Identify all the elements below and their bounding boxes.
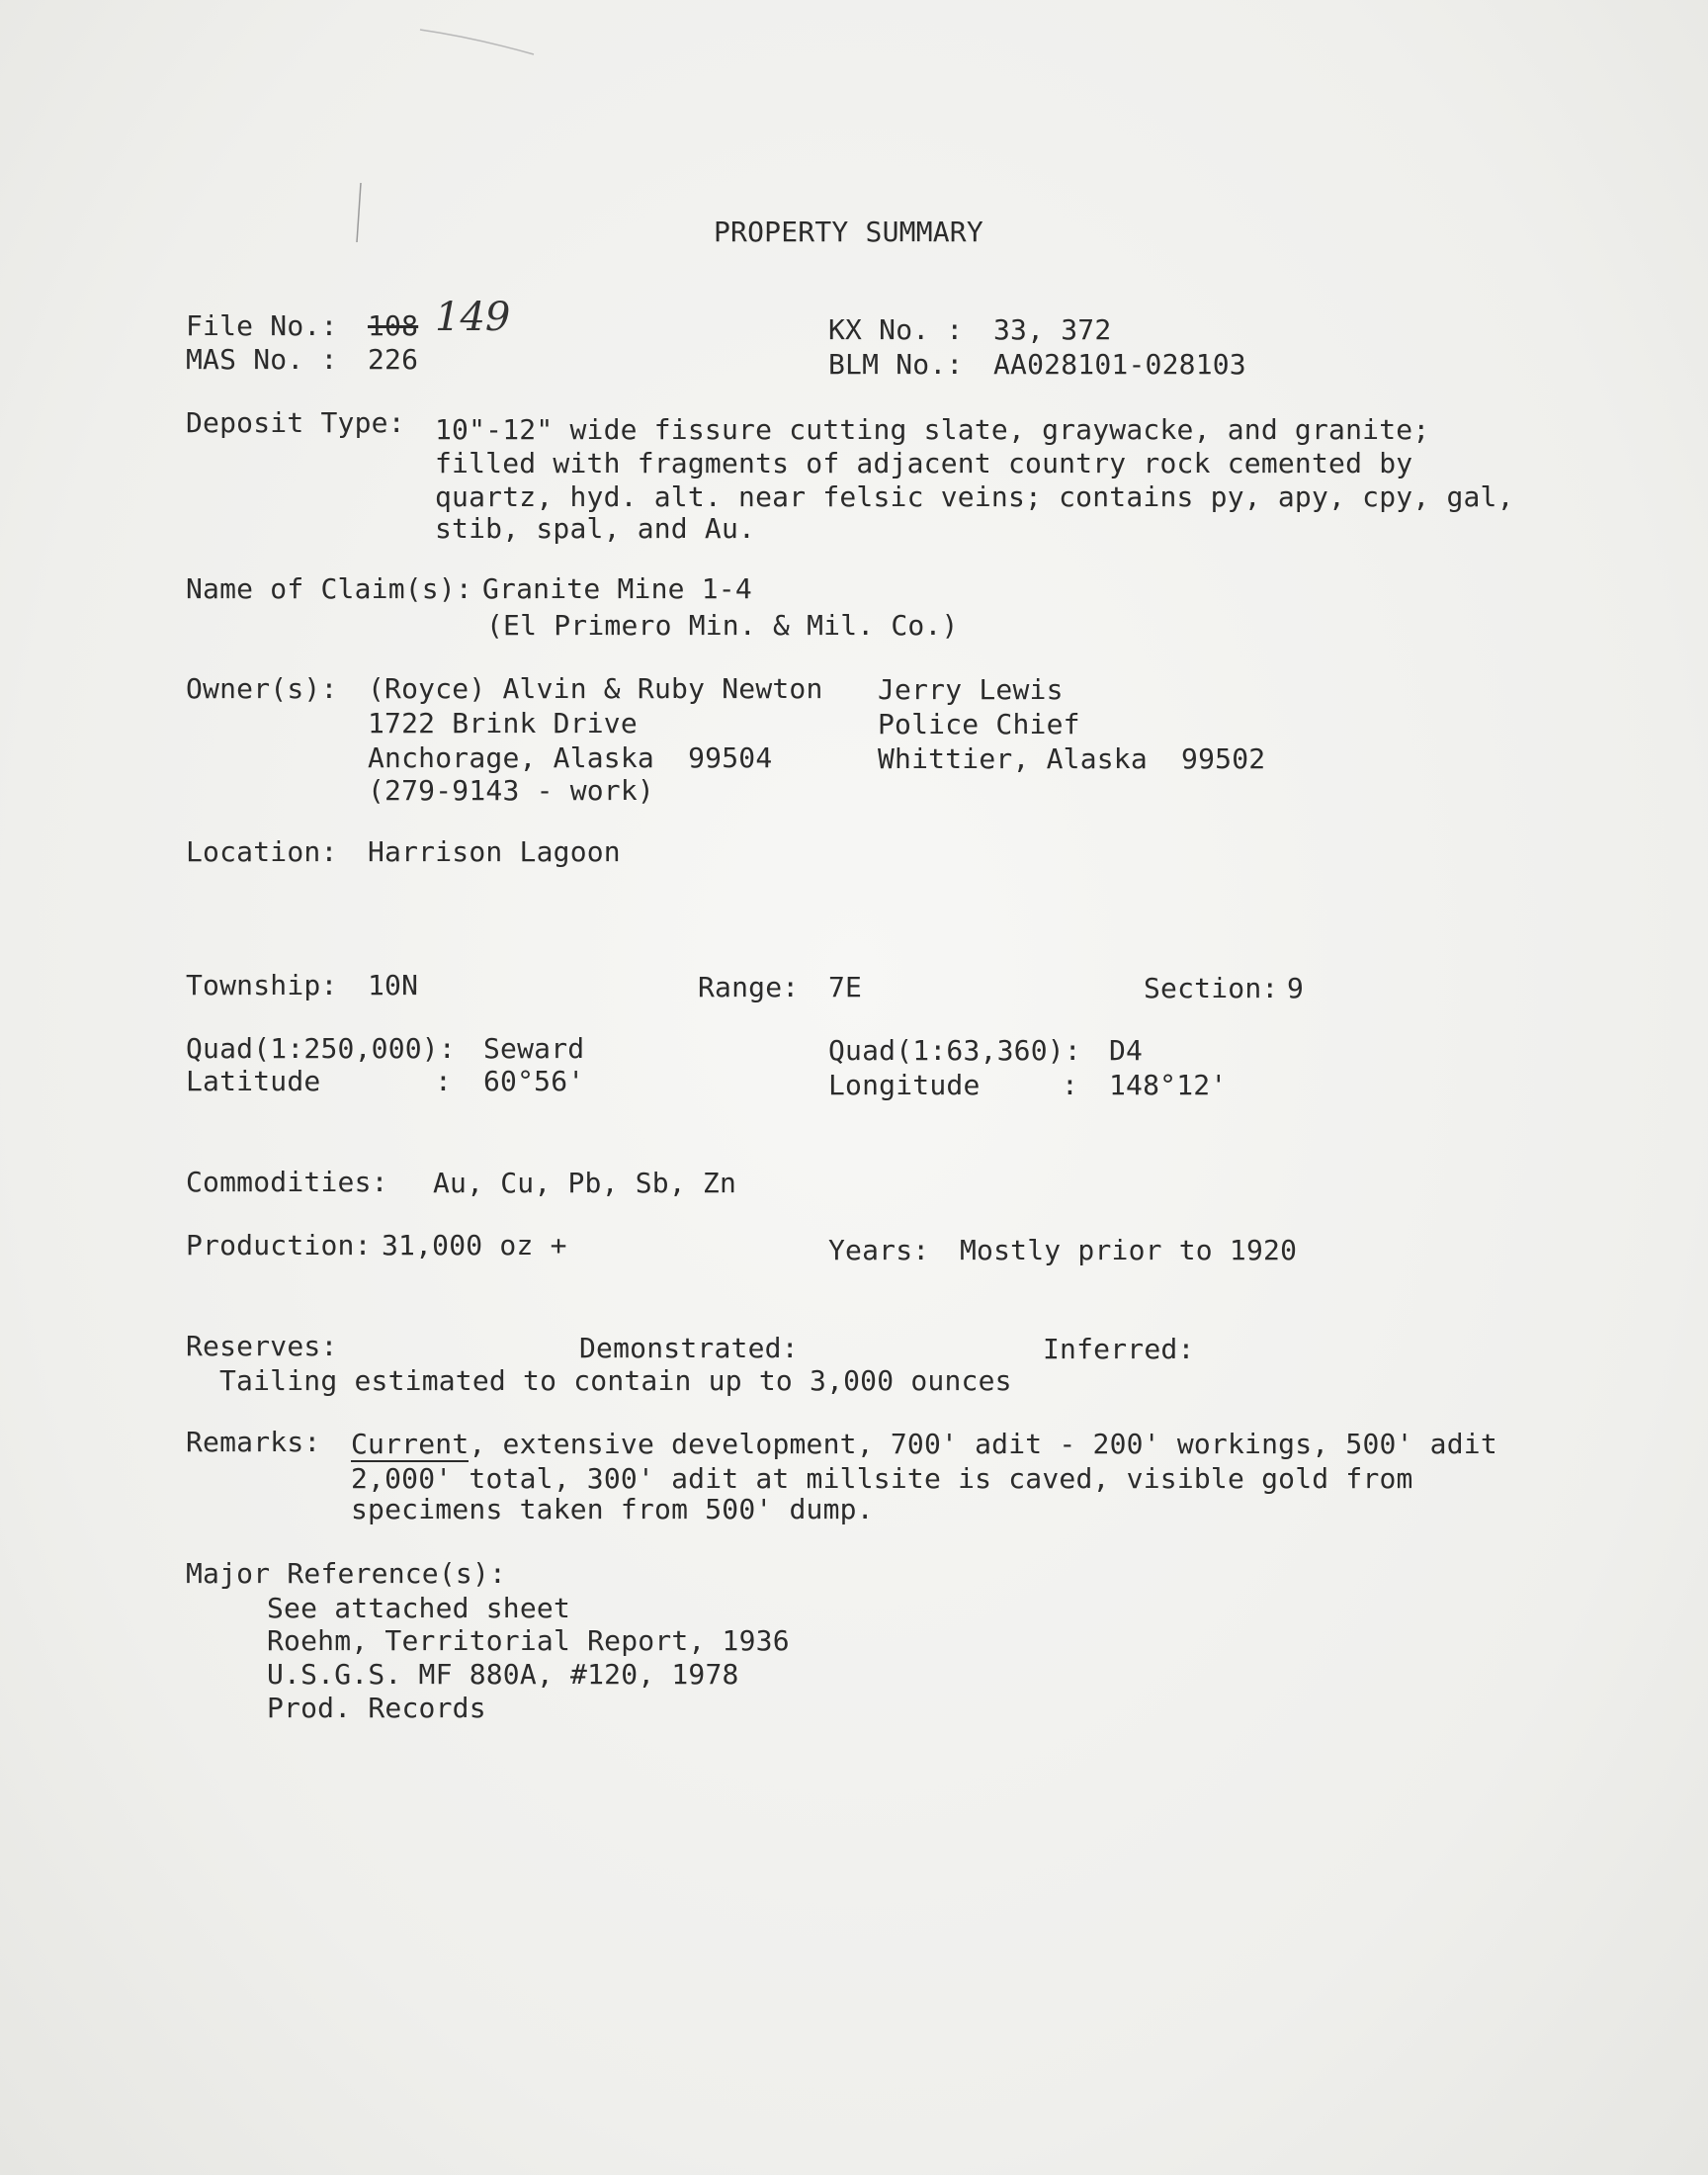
owner1-line: 1722 Brink Drive — [368, 707, 638, 740]
remarks-line: 2,000' total, 300' adit at millsite is caved, visible gold from — [351, 1462, 1413, 1495]
deposit-type-line: filled with fragments of adjacent country rock cemented by — [435, 447, 1413, 479]
reference-item: See attached sheet — [267, 1592, 571, 1624]
section-value: 9 — [1287, 972, 1305, 1004]
longitude-separator: : — [1062, 1069, 1079, 1101]
deposit-type-line: 10"-12" wide fissure cutting slate, graywacke, and granite; — [435, 413, 1430, 446]
remarks-line — [351, 1428, 1497, 1461]
kx-no-label: KX No. : — [828, 313, 964, 346]
claims-label: Name of Claim(s): — [186, 572, 472, 605]
reference-item: Prod. Records — [267, 1692, 486, 1724]
location-value: Harrison Lagoon — [368, 835, 621, 868]
owner2-line: Jerry Lewis — [878, 673, 1064, 706]
deposit-type-line: quartz, hyd. alt. near felsic veins; contains py, apy, cpy, gal, — [435, 480, 1514, 513]
owners-label: Owner(s): — [186, 672, 338, 705]
quad-63-value: D4 — [1109, 1034, 1144, 1067]
deposit-type-line: stib, spal, and Au. — [435, 512, 756, 545]
remarks-line-rest: , extensive development, 700' adit - 200' workings, 500' adit — [469, 1428, 1497, 1460]
claims-line: (El Primero Min. & Mil. Co.) — [486, 609, 959, 642]
pen-stroke-mark — [415, 20, 544, 59]
page-title: PROPERTY SUMMARY — [714, 216, 983, 248]
production-value: 31,000 oz + — [382, 1229, 567, 1262]
longitude-value: 148°12' — [1109, 1069, 1228, 1101]
owner1-line: (279-9143 - work) — [368, 774, 654, 807]
owner2-line: Whittier, Alaska 99502 — [878, 742, 1266, 775]
owner1-line: Anchorage, Alaska 99504 — [368, 741, 773, 774]
reserves-note: Tailing estimated to contain up to 3,000 ounces — [219, 1364, 1012, 1397]
deposit-type-label: Deposit Type: — [186, 406, 405, 439]
remarks-line: specimens taken from 500' dump. — [351, 1493, 874, 1525]
years-value: Mostly prior to 1920 — [960, 1234, 1298, 1266]
longitude-label: Longitude — [828, 1069, 981, 1101]
references-label: Major Reference(s): — [186, 1557, 507, 1590]
years-label: Years: — [828, 1234, 930, 1266]
owner2-line: Police Chief — [878, 708, 1080, 740]
section-label: Section: — [1144, 972, 1279, 1004]
claims-line: Granite Mine 1-4 — [482, 572, 752, 605]
production-label: Production: — [186, 1229, 372, 1262]
mas-no-label: MAS No. : — [186, 343, 338, 376]
owner1-line: (Royce) Alvin & Ruby Newton — [368, 672, 823, 705]
quad-250-label: Quad(1:250,000): — [186, 1032, 456, 1065]
latitude-value: 60°56' — [483, 1065, 585, 1097]
commodities-value: Au, Cu, Pb, Sb, Zn — [433, 1167, 737, 1199]
reference-item: Roehm, Territorial Report, 1936 — [267, 1624, 790, 1657]
range-label: Range: — [698, 971, 800, 1003]
reference-item: U.S.G.S. MF 880A, #120, 1978 — [267, 1658, 739, 1691]
remarks-underlined-word: Current — [351, 1428, 470, 1460]
township-value: 10N — [368, 969, 419, 1001]
mas-no-value: 226 — [368, 343, 419, 376]
file-no-handwritten-value: 149 — [435, 295, 511, 340]
quad-63-label: Quad(1:63,360): — [828, 1034, 1081, 1067]
location-label: Location: — [186, 835, 338, 868]
latitude-separator: : — [435, 1065, 453, 1097]
blm-no-value: AA028101-028103 — [993, 348, 1246, 381]
reserves-demonstrated-label: Demonstrated: — [579, 1332, 799, 1364]
township-label: Township: — [186, 969, 338, 1001]
file-no-old-value: 108 — [368, 309, 419, 342]
pen-check-mark — [351, 173, 390, 252]
latitude-label: Latitude — [186, 1065, 321, 1097]
kx-no-value: 33, 372 — [993, 313, 1112, 346]
file-no-label: File No.: — [186, 309, 338, 342]
remarks-label: Remarks: — [186, 1426, 321, 1458]
commodities-label: Commodities: — [186, 1166, 388, 1198]
reserves-label: Reserves: — [186, 1330, 338, 1362]
range-value: 7E — [828, 971, 863, 1003]
reserves-inferred-label: Inferred: — [1043, 1333, 1195, 1365]
blm-no-label: BLM No.: — [828, 348, 964, 381]
quad-250-value: Seward — [483, 1032, 585, 1065]
